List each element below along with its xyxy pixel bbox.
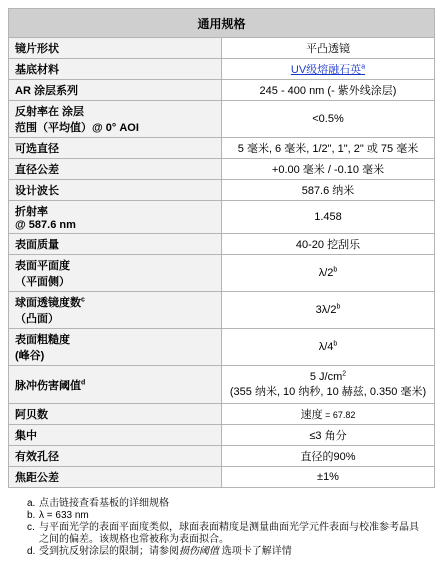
row-label: 表面粗糙度 xyxy=(15,334,70,346)
label-footnote-mark: c xyxy=(81,296,85,304)
value-cell xyxy=(222,292,435,329)
table-row xyxy=(9,138,435,159)
row-value: +0.00 毫米 / -0.10 毫米 xyxy=(271,164,385,176)
value-superscript: 2 xyxy=(342,369,347,377)
label-cell xyxy=(9,201,222,234)
table-row xyxy=(9,38,435,59)
link-text[interactable]: UV级熔融石英 xyxy=(290,64,362,76)
row-label: 表面质量 xyxy=(15,239,59,251)
row-label-line2: （凸面） xyxy=(15,313,59,325)
table-row xyxy=(9,292,435,329)
label-cell xyxy=(9,292,222,329)
row-label: 可选直径 xyxy=(15,143,59,155)
footnote-text: 点击链接查看基板的详细规格 xyxy=(39,498,169,509)
label-cell xyxy=(9,446,222,467)
label-cell xyxy=(9,180,222,201)
label-cell xyxy=(9,329,222,366)
row-label: 直径公差 xyxy=(15,164,59,176)
label-cell xyxy=(9,138,222,159)
row-value: <0.5% xyxy=(312,113,344,125)
row-value: 平凸透镜 xyxy=(306,43,350,55)
row-label: 镜片形状 xyxy=(15,43,59,55)
row-value-small: = 67.82 xyxy=(322,410,356,420)
label-cell xyxy=(9,59,222,80)
footnote-text: 与平面光学的表面平面度类似，球面表面精度是测量曲面光学元件表面与校准参考晶具之间的偏差。该规格也常被称为表面拟合。 xyxy=(39,522,419,545)
row-value: λ/4 xyxy=(318,341,334,353)
value-cell xyxy=(222,159,435,180)
row-label-line2: （平面侧） xyxy=(15,276,70,288)
value-cell xyxy=(222,38,435,59)
row-label: 脉冲伤害阈值 xyxy=(15,379,81,392)
row-value: 5 J/cm xyxy=(309,370,343,383)
row-value: ≤3 角分 xyxy=(309,430,347,442)
label-cell xyxy=(9,101,222,138)
table-row xyxy=(9,201,435,234)
table-row xyxy=(9,159,435,180)
value-superscript: b xyxy=(336,303,341,311)
footnote-text-after: 选项卡了解详情 xyxy=(219,546,292,557)
footnote-text: λ = 633 nm xyxy=(39,510,89,521)
table-row xyxy=(9,234,435,255)
table-row xyxy=(9,255,435,292)
value-cell xyxy=(222,138,435,159)
label-cell xyxy=(9,38,222,59)
row-value: 直径的90% xyxy=(300,451,356,463)
table-row xyxy=(9,404,435,425)
table-row xyxy=(9,425,435,446)
label-cell xyxy=(9,467,222,488)
row-label: 表面平面度 xyxy=(15,260,70,272)
row-label: 折射率 xyxy=(15,206,48,218)
row-label-line2: (峰谷) xyxy=(15,350,45,362)
value-cell xyxy=(222,101,435,138)
row-label: 球面透镜度数 xyxy=(15,297,81,309)
value-cell xyxy=(222,201,435,234)
row-label: 焦距公差 xyxy=(15,472,59,484)
value-superscript: b xyxy=(333,340,338,348)
label-cell xyxy=(9,404,222,425)
damage-threshold-tab-ref: 损伤阈值 xyxy=(179,546,219,557)
footnote-item xyxy=(27,498,427,510)
label-cell xyxy=(9,425,222,446)
spec-table xyxy=(8,8,435,488)
row-value: ±1% xyxy=(317,471,339,483)
table-row xyxy=(9,180,435,201)
row-label-line2: @ 587.6 nm xyxy=(15,219,76,231)
table-row xyxy=(9,366,435,404)
row-value: 587.6 纳米 xyxy=(301,185,355,197)
row-label-line2: 范围（平均值）@ 0° AOI xyxy=(15,122,139,134)
table-header: 通用规格 xyxy=(9,9,435,38)
table-row xyxy=(9,101,435,138)
table-row xyxy=(9,80,435,101)
footnote-key: d. xyxy=(27,546,36,557)
row-label: 集中 xyxy=(15,430,37,442)
footnotes xyxy=(8,488,435,558)
footnote-item xyxy=(27,546,427,558)
row-value: 1.458 xyxy=(314,211,342,223)
label-cell xyxy=(9,366,222,404)
value-cell xyxy=(222,425,435,446)
table-row xyxy=(9,329,435,366)
footnote-key: b. xyxy=(27,510,36,521)
label-cell xyxy=(9,234,222,255)
value-cell xyxy=(222,59,435,80)
table-row xyxy=(9,446,435,467)
row-value: λ/2 xyxy=(318,267,334,279)
row-value: 40-20 挖刮乐 xyxy=(295,239,361,251)
label-footnote-mark: d xyxy=(81,378,86,386)
row-value: 5 毫米, 6 毫米, 1/2", 1", 2" 或 75 毫米 xyxy=(237,143,419,155)
value-cell xyxy=(222,180,435,201)
value-cell xyxy=(222,329,435,366)
row-label: 设计波长 xyxy=(15,185,59,197)
row-label: 阿贝数 xyxy=(15,409,48,421)
value-cell xyxy=(222,366,435,404)
value-cell xyxy=(222,255,435,292)
footnote-text: 受到抗反射涂层的限制；请参阅 xyxy=(39,546,179,557)
footnote-key: c. xyxy=(27,522,35,533)
footnote-item xyxy=(27,522,427,546)
row-value: 3λ/2 xyxy=(315,304,337,316)
label-cell xyxy=(9,255,222,292)
row-value: 245 - 400 nm (- 紫外线涂层) xyxy=(259,85,397,97)
table-row xyxy=(9,59,435,80)
row-label: AR 涂层系列 xyxy=(15,85,78,97)
substrate-link[interactable] xyxy=(291,64,365,76)
label-cell xyxy=(9,159,222,180)
value-cell xyxy=(222,446,435,467)
footnote-key: a. xyxy=(27,498,36,509)
value-superscript: b xyxy=(333,266,338,274)
row-value: 速度 xyxy=(300,409,323,421)
value-cell xyxy=(222,80,435,101)
value-cell xyxy=(222,404,435,425)
row-label: 有效孔径 xyxy=(15,451,59,463)
footnote-item xyxy=(27,510,427,522)
row-label: 反射率在 涂层 xyxy=(15,106,85,118)
row-value-line2: (355 纳米, 10 纳秒, 10 赫兹, 0.350 毫米) xyxy=(229,385,427,398)
row-label: 基底材料 xyxy=(15,64,59,76)
table-row xyxy=(9,467,435,488)
value-footnote-mark: a xyxy=(361,63,366,71)
value-cell xyxy=(222,467,435,488)
label-cell xyxy=(9,80,222,101)
value-cell xyxy=(222,234,435,255)
